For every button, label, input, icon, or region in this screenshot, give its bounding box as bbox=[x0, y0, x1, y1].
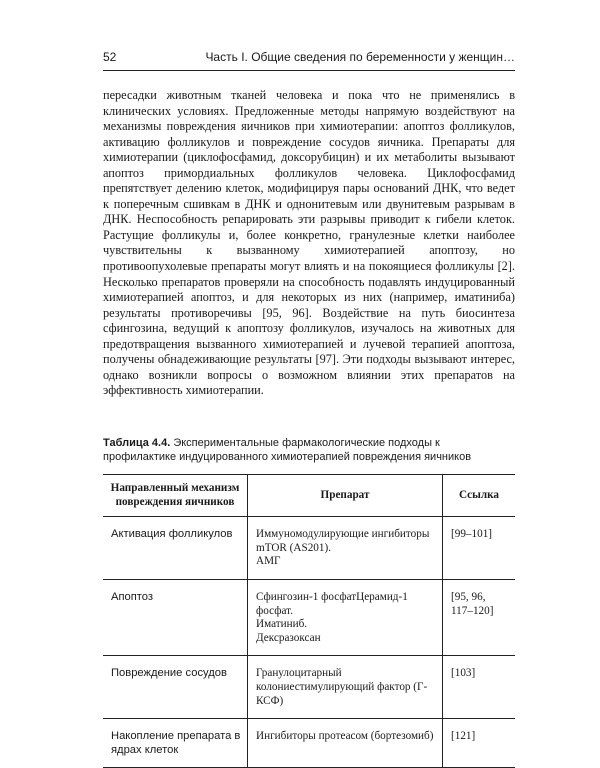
table-header-row bbox=[103, 475, 515, 517]
drug-cell bbox=[248, 579, 443, 655]
running-title: Часть I. Общие сведения по беременности у женщин… bbox=[205, 50, 515, 64]
mechanism-cell: Активация фолликулов bbox=[103, 517, 248, 580]
table-row bbox=[103, 579, 515, 655]
column-header-reference: Ссылка bbox=[443, 475, 516, 517]
table-row bbox=[103, 517, 515, 580]
drug-line: Сфингозин-1 фосфатЦерамид-1 фосфат. bbox=[256, 590, 408, 617]
table-caption-label: Таблица 4.4. bbox=[103, 437, 171, 449]
drug-line: Иматиниб. bbox=[256, 618, 308, 631]
header-divider bbox=[103, 70, 515, 71]
drug-line: Иммуномодулирующие ингибиторы mTOR (AS201). bbox=[256, 528, 430, 554]
reference-cell: [99–101] bbox=[443, 517, 516, 580]
table-caption bbox=[103, 436, 515, 464]
reference-cell: [103] bbox=[443, 656, 516, 719]
drug-line: Гранулоцитарный колониестимулирующий фактор (Г-КСФ) bbox=[256, 667, 428, 707]
drug-line: АМГ bbox=[256, 555, 281, 568]
body-paragraph: пересадки животным тканей человека и пока что не применялись в клинических условиях. Предложенные методы напрямую воздействуют на механизмы повреждения яичников при химиотерапии: апоптоз фолликулов, активацию фолликулов и повреждение сосудов яичника. Препараты для химиотерапии (циклофосфамид, доксорубицин) и их метаболиты вызывают апоптоз примордиальных фолликулов человека. Циклофосфамид препятствует делению клеток, модифицируя пары оснований ДНК, что ведет к поперечным сшивкам в ДНК и однонитевым или двунитевым разрывам в ДНК. Неспособность репарировать эти разрывы приводит к гибели клеток. Растущие фолликулы и, более конкретно, гранулезные клетки наиболее чувствительны к вызванному химиотерапией апоптозу, но противоопухолевые препараты могут влиять и на покоящиеся фолликулы [2]. Несколько препаратов проверяли на способность подавлять индуцированный химиотерапией апоптоз, и для некоторых из них (например, иматиниба) результаты противоречивы [95, 96]. Воздействие на путь биосинтеза сфингозина, ведущий к апоптозу фолликулов, изучалось на животных для предотвращения вызванного химиотерапией и лучевой терапией апоптоза, получены обнадеживающие результаты [97]. Эти подходы вызывают интерес, однако возникли вопросы о возможном влиянии этих препаратов на эффективность химиотерапии. bbox=[103, 88, 515, 398]
drug-cell bbox=[248, 719, 443, 768]
table-row bbox=[103, 656, 515, 719]
mechanism-cell: Апоптоз bbox=[103, 579, 248, 655]
column-header-mechanism: Направленный механизм повреждения яичников bbox=[103, 475, 248, 517]
drug-line: Ингибиторы протеасом (бортезомиб) bbox=[256, 730, 434, 743]
mechanism-cell: Накопление препарата в ядрах клеток bbox=[103, 719, 248, 768]
reference-cell: [95, 96, 117–120] bbox=[443, 579, 516, 655]
table-caption-text: Экспериментальные фармакологические подходы к профилактике индуцированного химиотерапией повреждения яичников bbox=[103, 437, 472, 463]
table-row bbox=[103, 719, 515, 768]
drug-cell bbox=[248, 656, 443, 719]
page-number: 52 bbox=[103, 50, 117, 64]
drug-cell bbox=[248, 517, 443, 580]
reference-cell: [121] bbox=[443, 719, 516, 768]
column-header-drug: Препарат bbox=[248, 475, 443, 517]
running-header bbox=[103, 50, 515, 64]
mechanism-cell: Повреждение сосудов bbox=[103, 656, 248, 719]
drug-approaches-table bbox=[103, 474, 515, 768]
drug-line: Дексразоксан bbox=[256, 631, 321, 644]
